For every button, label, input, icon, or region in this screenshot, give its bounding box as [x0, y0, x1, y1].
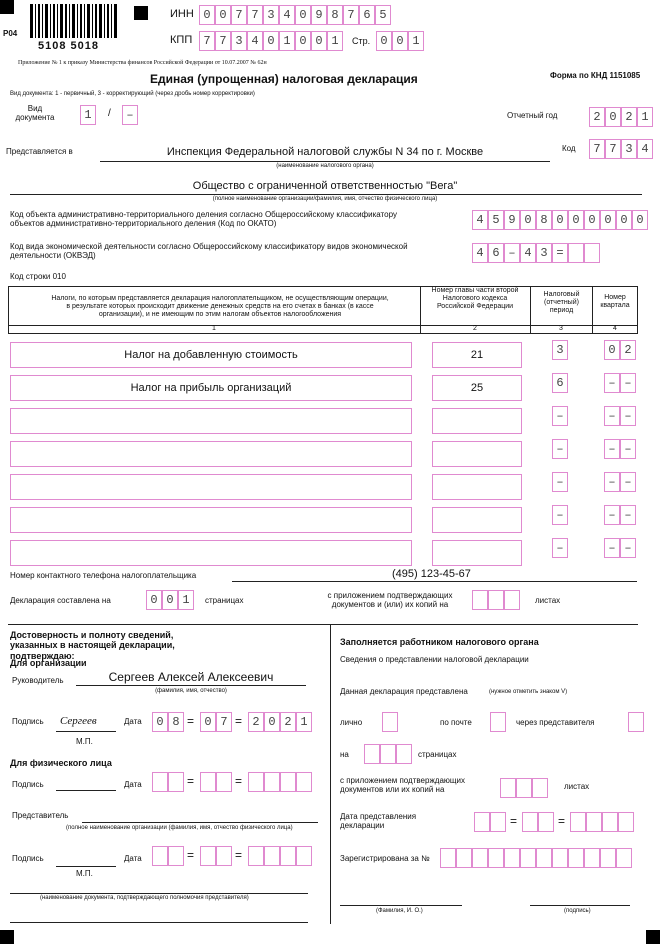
- page-label: Стр.: [352, 36, 371, 46]
- reg-number-cell[interactable]: [488, 848, 504, 868]
- org-section-title: Для организации: [10, 658, 87, 668]
- office-date-cell[interactable]: [538, 812, 554, 832]
- okato-label: Код объекта административно-территориального деления согласно Общероссийскому классификатору объектов административно-территориального деления (Код по ОКАТО): [10, 210, 397, 229]
- inn-cell[interactable]: 4: [279, 5, 295, 25]
- individual-section-title: Для физического лица: [10, 758, 112, 768]
- okato-cell[interactable]: 4: [472, 210, 488, 230]
- okved-cell[interactable]: 3: [536, 243, 552, 263]
- code-cell[interactable]: 7: [589, 139, 605, 159]
- date-cell[interactable]: [248, 772, 264, 792]
- date-cell[interactable]: [296, 772, 312, 792]
- knd-code: Форма по КНД 1151085: [550, 71, 641, 80]
- inn-cell[interactable]: 7: [343, 5, 359, 25]
- date-separator: =: [235, 714, 243, 728]
- office-attach-cell[interactable]: [516, 778, 532, 798]
- tax-name-field[interactable]: [10, 540, 412, 566]
- office-date-label: Дата представления декларации: [340, 812, 417, 831]
- doc-type-cell[interactable]: 1: [80, 105, 96, 125]
- office-attach-cell[interactable]: [500, 778, 516, 798]
- office-date-cell[interactable]: [586, 812, 602, 832]
- corner-marker: [0, 930, 14, 944]
- okved-cell[interactable]: 4: [520, 243, 536, 263]
- date-separator: =: [558, 814, 566, 828]
- code-cell[interactable]: 4: [637, 139, 653, 159]
- inn-cell[interactable]: 7: [247, 5, 263, 25]
- date-separator: =: [235, 848, 243, 862]
- inn-cell[interactable]: 6: [359, 5, 375, 25]
- date-cell[interactable]: [200, 772, 216, 792]
- pages-cell[interactable]: 1: [178, 590, 194, 610]
- office-date-cell[interactable]: [490, 812, 506, 832]
- barcode-number: 5108 5018: [38, 40, 99, 52]
- reg-number-cell[interactable]: [552, 848, 568, 868]
- kpp-cell[interactable]: 1: [279, 31, 295, 51]
- organization-name[interactable]: Общество с ограниченной ответственностью "Вега": [192, 180, 458, 192]
- code-label: Код: [562, 144, 576, 153]
- reg-number-cell[interactable]: [520, 848, 536, 868]
- okato-cell[interactable]: 0: [568, 210, 584, 230]
- inn-cell[interactable]: 9: [311, 5, 327, 25]
- year-label: Отчетный год: [507, 111, 558, 120]
- date-cell[interactable]: [216, 846, 232, 866]
- stamp-label: М.П.: [76, 737, 93, 746]
- corner-marker: [646, 930, 660, 944]
- pages-suffix: страницах: [205, 596, 244, 605]
- tax-name-field[interactable]: Налог на добавленную стоимость: [10, 342, 412, 368]
- in-person-checkbox[interactable]: [382, 712, 398, 732]
- rep-sign-line: [56, 866, 116, 867]
- kpp-cell[interactable]: 1: [327, 31, 343, 51]
- tax-name-field[interactable]: [10, 408, 412, 434]
- okato-cell[interactable]: 0: [584, 210, 600, 230]
- corner-marker: [134, 6, 148, 20]
- date-cell[interactable]: [200, 846, 216, 866]
- individual-sign-label: Подпись: [12, 780, 44, 789]
- corner-marker: [0, 0, 14, 14]
- form-title: Единая (упрощенная) налоговая декларация: [150, 72, 418, 86]
- quarter-cell[interactable]: 0: [604, 340, 620, 360]
- col-num-3: 3: [559, 325, 563, 332]
- kpp-cell[interactable]: 0: [263, 31, 279, 51]
- date-label: Дата: [124, 717, 142, 726]
- org-caption: (полное наименование организации/фамилия, имя, отчество физического лица): [212, 196, 438, 202]
- office-date-cell[interactable]: [570, 812, 586, 832]
- date-separator: =: [187, 774, 195, 788]
- pages-cell[interactable]: 0: [146, 590, 162, 610]
- pages-cell[interactable]: 0: [162, 590, 178, 610]
- period-cell[interactable]: –: [552, 505, 568, 525]
- authority-caption: (наименование налогового органа): [276, 163, 374, 169]
- quarter-cell[interactable]: 2: [620, 340, 636, 360]
- date-cell[interactable]: [168, 846, 184, 866]
- line-code: Код строки 010: [10, 272, 66, 281]
- date-cell[interactable]: [168, 772, 184, 792]
- col-header-quarter: Номер квартала: [600, 294, 630, 310]
- head-label: Руководитель: [12, 676, 64, 685]
- doc-caption: (наименование документа, подтверждающего полномочия представителя): [40, 895, 249, 901]
- attach-label: с приложением подтверждающих документов и (или) их копий на: [327, 591, 453, 610]
- quarter-cell[interactable]: –: [604, 406, 620, 426]
- presented-hint: (нужное отметить знаком V): [489, 689, 568, 695]
- submitted-to-label: Представляется в: [6, 147, 73, 156]
- year-cell[interactable]: 0: [605, 107, 621, 127]
- date-cell[interactable]: [152, 846, 168, 866]
- date-cell[interactable]: 1: [296, 712, 312, 732]
- quarter-cell[interactable]: –: [620, 373, 636, 393]
- office-attach-label: с приложением подтверждающих документов или их копий на: [340, 776, 465, 795]
- kpp-cell[interactable]: 3: [231, 31, 247, 51]
- doc-type-correction-cell[interactable]: –: [122, 105, 138, 125]
- reg-label: Зарегистрирована за №: [340, 854, 430, 863]
- quarter-cell[interactable]: –: [620, 505, 636, 525]
- quarter-cell[interactable]: –: [604, 505, 620, 525]
- quarter-cell[interactable]: –: [604, 538, 620, 558]
- code-cell[interactable]: 7: [605, 139, 621, 159]
- date-cell[interactable]: 0: [152, 712, 168, 732]
- date-cell[interactable]: [248, 846, 264, 866]
- chapter-field[interactable]: 21: [432, 342, 522, 368]
- date-cell[interactable]: 0: [264, 712, 280, 732]
- phone-line: [232, 581, 637, 582]
- reg-number-cell[interactable]: [616, 848, 632, 868]
- page-cell[interactable]: 0: [392, 31, 408, 51]
- reg-number-cell[interactable]: [584, 848, 600, 868]
- period-cell[interactable]: –: [552, 538, 568, 558]
- okato-cell[interactable]: 8: [536, 210, 552, 230]
- reg-number-cell[interactable]: [440, 848, 456, 868]
- date-separator: =: [235, 774, 243, 788]
- by-mail-checkbox[interactable]: [490, 712, 506, 732]
- year-cell[interactable]: 1: [637, 107, 653, 127]
- kpp-cell[interactable]: 0: [311, 31, 327, 51]
- date-separator: =: [187, 714, 195, 728]
- okato-cell[interactable]: 0: [632, 210, 648, 230]
- inn-cell[interactable]: 7: [231, 5, 247, 25]
- col-num-1: 1: [212, 325, 216, 332]
- attach-cell[interactable]: [488, 590, 504, 610]
- authority-line: [100, 161, 550, 162]
- rep-stamp-label: М.П.: [76, 869, 93, 878]
- date-cell[interactable]: [280, 846, 296, 866]
- date-cell[interactable]: [152, 772, 168, 792]
- column-divider: [330, 624, 331, 924]
- office-sheets-label: листах: [564, 782, 590, 791]
- kpp-cell[interactable]: 7: [215, 31, 231, 51]
- inn-label: ИНН: [170, 8, 194, 20]
- phone-value[interactable]: (495) 123-45-67: [392, 568, 471, 580]
- office-date-cell[interactable]: [474, 812, 490, 832]
- appendix-note: Приложение № 1 к приказу Министерства финансов Российской Федерации от 10.07.2007 № 62н: [18, 60, 267, 66]
- date-cell[interactable]: 8: [168, 712, 184, 732]
- date-separator: =: [187, 848, 195, 862]
- okato-cell[interactable]: 5: [488, 210, 504, 230]
- phone-label: Номер контактного телефона налогоплательщика: [10, 571, 197, 580]
- quarter-cell[interactable]: –: [604, 439, 620, 459]
- tax-name-field[interactable]: [10, 441, 412, 467]
- year-cell[interactable]: 2: [589, 107, 605, 127]
- okved-cell[interactable]: –: [504, 243, 520, 263]
- form-code: Р04: [3, 29, 18, 38]
- okato-cell[interactable]: 0: [616, 210, 632, 230]
- barcode-image: [30, 4, 120, 38]
- attach-suffix: листах: [535, 596, 561, 605]
- period-cell[interactable]: –: [552, 406, 568, 426]
- individual-sign-line: [56, 790, 116, 791]
- chapter-field[interactable]: 25: [432, 375, 522, 401]
- okato-cell[interactable]: 0: [520, 210, 536, 230]
- period-cell[interactable]: 6: [552, 373, 568, 393]
- date-cell[interactable]: [216, 772, 232, 792]
- rep-line: [82, 822, 318, 823]
- quarter-cell[interactable]: –: [620, 538, 636, 558]
- head-caption: (фамилия, имя, отчество): [155, 688, 227, 694]
- kpp-cell[interactable]: 4: [247, 31, 263, 51]
- okved-cell[interactable]: 4: [472, 243, 488, 263]
- kpp-label: КПП: [170, 34, 193, 46]
- pages-label: Декларация составлена на: [10, 596, 111, 605]
- in-person-label: лично: [340, 718, 363, 727]
- doc-type-hint: Вид документа: 1 - первичный, 3 - корректирующий (через дробь номер корректировки): [10, 91, 255, 97]
- reg-number-cell[interactable]: [600, 848, 616, 868]
- office-pages-cell[interactable]: [364, 744, 380, 764]
- reg-number-cell[interactable]: [504, 848, 520, 868]
- quarter-cell[interactable]: –: [604, 373, 620, 393]
- office-pages-suffix: страницах: [418, 750, 457, 759]
- confirm-title: Достоверность и полноту сведений, указанных в настоящей декларации, подтверждаю:: [10, 630, 175, 661]
- reg-number-cell[interactable]: [472, 848, 488, 868]
- col-num-4: 4: [613, 325, 617, 332]
- col-header-tax: Налоги, по которым представляется декларация налогоплательщиком, не осуществляющим операции, в результате которых происходит движение денежных средств на его счетах в банках (в кассе организации), и не имеющим по этим налогам объектов налогообложения: [51, 295, 389, 319]
- signature[interactable]: Сергеев: [60, 715, 97, 727]
- attach-cell[interactable]: [472, 590, 488, 610]
- okved-cell[interactable]: [568, 243, 584, 263]
- reg-number-cell[interactable]: [568, 848, 584, 868]
- section-divider: [8, 624, 638, 625]
- tax-name-field[interactable]: Налог на прибыль организаций: [10, 375, 412, 401]
- col-num-2: 2: [473, 325, 477, 332]
- office-attach-cell[interactable]: [532, 778, 548, 798]
- chapter-field[interactable]: [432, 474, 522, 500]
- inn-cell[interactable]: 5: [375, 5, 391, 25]
- reg-number-cell[interactable]: [456, 848, 472, 868]
- presented-label: Данная декларация представлена: [340, 687, 468, 696]
- quarter-cell[interactable]: –: [620, 472, 636, 492]
- doc-type-separator: /: [108, 108, 111, 119]
- attach-cell[interactable]: [504, 590, 520, 610]
- date-cell[interactable]: 0: [200, 712, 216, 732]
- by-mail-label: по почте: [440, 718, 472, 727]
- chapter-field[interactable]: [432, 408, 522, 434]
- office-sign-line: [530, 905, 630, 906]
- date-cell[interactable]: [264, 772, 280, 792]
- inn-cell[interactable]: 3: [263, 5, 279, 25]
- okved-cell[interactable]: [584, 243, 600, 263]
- period-cell[interactable]: –: [552, 439, 568, 459]
- okato-cell[interactable]: 0: [600, 210, 616, 230]
- on-label: на: [340, 750, 349, 759]
- kpp-cell[interactable]: 0: [295, 31, 311, 51]
- date-cell[interactable]: [280, 772, 296, 792]
- tax-name-field[interactable]: [10, 507, 412, 533]
- date-cell[interactable]: 2: [280, 712, 296, 732]
- chapter-field[interactable]: [432, 441, 522, 467]
- office-fio-caption: (Фамилия, И. О.): [376, 908, 423, 914]
- via-rep-checkbox[interactable]: [628, 712, 644, 732]
- date-cell[interactable]: 7: [216, 712, 232, 732]
- office-pages-cell[interactable]: [396, 744, 412, 764]
- quarter-cell[interactable]: –: [604, 472, 620, 492]
- doc-type-label: Вид документа: [15, 104, 55, 123]
- okved-label: Код вида экономической деятельности согласно Общероссийскому классификатору видов экономической деятельности (ОКВЭД): [10, 242, 408, 261]
- col-header-chapter: Номер главы части второй Налогового кодекса Российской Федерации: [431, 287, 519, 311]
- page-cell[interactable]: 1: [408, 31, 424, 51]
- individual-date-label: Дата: [124, 780, 142, 789]
- office-date-cell[interactable]: [602, 812, 618, 832]
- rep-date-label: Дата: [124, 854, 142, 863]
- date-cell[interactable]: [296, 846, 312, 866]
- inn-cell[interactable]: 0: [215, 5, 231, 25]
- col-header-period: Налоговый (отчетный) период: [543, 291, 580, 315]
- tax-authority[interactable]: Инспекция Федеральной налоговой службы N 34 по г. Москве: [166, 146, 484, 158]
- page-cell[interactable]: 0: [376, 31, 392, 51]
- reg-number-cell[interactable]: [536, 848, 552, 868]
- inn-cell[interactable]: 0: [199, 5, 215, 25]
- kpp-cell[interactable]: 7: [199, 31, 215, 51]
- quarter-cell[interactable]: –: [620, 406, 636, 426]
- okato-cell[interactable]: 9: [504, 210, 520, 230]
- period-cell[interactable]: –: [552, 472, 568, 492]
- bottom-line: [10, 922, 308, 923]
- org-line: [10, 194, 642, 195]
- date-cell[interactable]: [264, 846, 280, 866]
- office-fio-line: [340, 905, 462, 906]
- okved-cell[interactable]: 6: [488, 243, 504, 263]
- date-separator: =: [510, 814, 518, 828]
- year-cell[interactable]: 2: [621, 107, 637, 127]
- quarter-cell[interactable]: –: [620, 439, 636, 459]
- chapter-field[interactable]: [432, 540, 522, 566]
- doc-line: [10, 893, 308, 894]
- office-pages-cell[interactable]: [380, 744, 396, 764]
- via-rep-label: через представителя: [516, 718, 595, 727]
- code-cell[interactable]: 3: [621, 139, 637, 159]
- office-date-cell[interactable]: [522, 812, 538, 832]
- okved-cell[interactable]: =: [552, 243, 568, 263]
- head-line: [76, 685, 306, 686]
- office-sign-caption: (подпись): [564, 908, 591, 914]
- inn-cell[interactable]: 8: [327, 5, 343, 25]
- office-info: Сведения о представлении налоговой декларации: [340, 655, 529, 664]
- office-date-cell[interactable]: [618, 812, 634, 832]
- signature-line: [56, 731, 116, 732]
- office-title: Заполняется работником налогового органа: [340, 637, 539, 647]
- head-name[interactable]: Сергеев Алексей Алексеевич: [108, 670, 274, 684]
- chapter-field[interactable]: [432, 507, 522, 533]
- sign-label: Подпись: [12, 717, 44, 726]
- okato-cell[interactable]: 0: [552, 210, 568, 230]
- inn-cell[interactable]: 0: [295, 5, 311, 25]
- date-cell[interactable]: 2: [248, 712, 264, 732]
- rep-caption: (полное наименование организации (фамилия, имя, отчество физического лица): [66, 825, 293, 831]
- tax-name-field[interactable]: [10, 474, 412, 500]
- rep-sign-label: Подпись: [12, 854, 44, 863]
- period-cell[interactable]: 3: [552, 340, 568, 360]
- rep-label: Представитель: [12, 811, 69, 820]
